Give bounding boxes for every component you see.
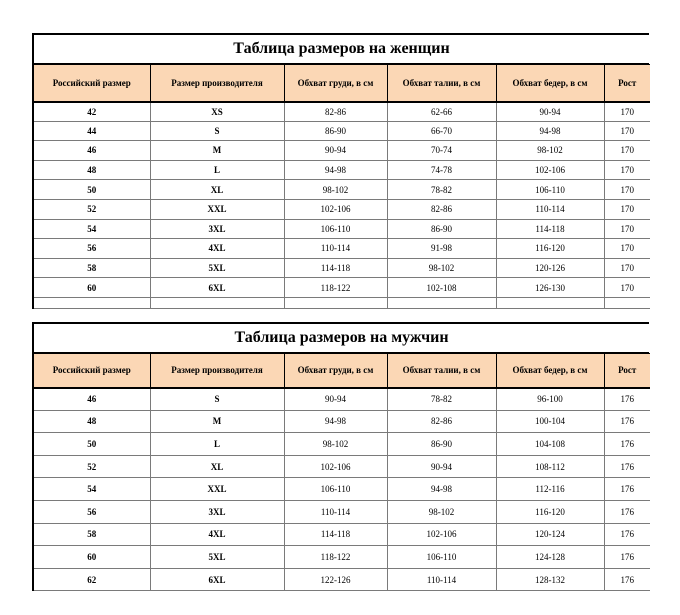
women-size-table [32,64,650,309]
russian-size-cell: 58 [33,523,150,546]
height-cell: 170 [604,160,650,180]
russian-size-cell: 52 [33,455,150,478]
manufacturer-size-cell: 6XL [150,568,284,591]
manufacturer-size-cell: 3XL [150,219,284,239]
manufacturer-size-cell: 4XL [150,523,284,546]
height-cell: 170 [604,239,650,259]
table-row [33,478,650,501]
empty-row [33,297,650,308]
manufacturer-size-cell: 5XL [150,258,284,278]
empty-cell [33,297,150,308]
hips-cell: 94-98 [496,121,604,141]
waist-cell: 86-90 [387,433,496,456]
hips-cell: 120-124 [496,523,604,546]
height-cell: 170 [604,278,650,298]
hips-cell: 96-100 [496,388,604,411]
chest-cell: 90-94 [284,388,387,411]
height-cell: 176 [604,410,650,433]
hips-cell: 110-114 [496,199,604,219]
manufacturer-size-cell: XXL [150,478,284,501]
hips-cell: 128-132 [496,568,604,591]
russian-size-cell: 46 [33,388,150,411]
height-cell: 176 [604,523,650,546]
women-size-table-container [32,33,649,309]
chest-cell: 94-98 [284,160,387,180]
table-row [33,199,650,219]
table-row [33,523,650,546]
manufacturer-size-cell: XL [150,180,284,200]
height-cell: 170 [604,180,650,200]
russian-size-cell: 56 [33,239,150,259]
chest-cell: 122-126 [284,568,387,591]
chest-cell: 90-94 [284,141,387,161]
waist-cell: 98-102 [387,258,496,278]
chest-cell: 106-110 [284,219,387,239]
chest-cell: 94-98 [284,410,387,433]
col-header-waist: Обхват талии, в см [387,354,496,388]
men-table-title: Таблица размеров на мужчин [32,322,649,353]
hips-cell: 106-110 [496,180,604,200]
table-row [33,546,650,569]
empty-cell [150,297,284,308]
height-cell: 170 [604,199,650,219]
col-header-waist: Обхват талии, в см [387,65,496,102]
col-header-russian-size: Российский размер [33,354,150,388]
height-cell: 170 [604,121,650,141]
men-header-row [33,354,650,388]
manufacturer-size-cell: XXL [150,199,284,219]
manufacturer-size-cell: S [150,388,284,411]
height-cell: 176 [604,568,650,591]
hips-cell: 126-130 [496,278,604,298]
waist-cell: 106-110 [387,546,496,569]
height-cell: 170 [604,258,650,278]
waist-cell: 102-106 [387,523,496,546]
height-cell: 176 [604,455,650,478]
russian-size-cell: 50 [33,180,150,200]
col-header-manufacturer-size: Размер производителя [150,65,284,102]
table-row [33,160,650,180]
waist-cell: 74-78 [387,160,496,180]
height-cell: 176 [604,500,650,523]
men-size-table-container [32,322,649,591]
hips-cell: 108-112 [496,455,604,478]
hips-cell: 124-128 [496,546,604,569]
waist-cell: 90-94 [387,455,496,478]
manufacturer-size-cell: L [150,160,284,180]
height-cell: 170 [604,141,650,161]
manufacturer-size-cell: 5XL [150,546,284,569]
waist-cell: 102-108 [387,278,496,298]
empty-cell [387,297,496,308]
waist-cell: 86-90 [387,219,496,239]
russian-size-cell: 58 [33,258,150,278]
chest-cell: 110-114 [284,500,387,523]
table-row [33,141,650,161]
chest-cell: 106-110 [284,478,387,501]
chest-cell: 110-114 [284,239,387,259]
chest-cell: 86-90 [284,121,387,141]
height-cell: 170 [604,102,650,122]
empty-cell [496,297,604,308]
table-row [33,455,650,478]
manufacturer-size-cell: M [150,141,284,161]
col-header-manufacturer-size: Размер производителя [150,354,284,388]
col-header-hips: Обхват бедер, в см [496,65,604,102]
hips-cell: 112-116 [496,478,604,501]
height-cell: 176 [604,433,650,456]
waist-cell: 98-102 [387,500,496,523]
table-row [33,258,650,278]
hips-cell: 90-94 [496,102,604,122]
waist-cell: 62-66 [387,102,496,122]
hips-cell: 116-120 [496,239,604,259]
manufacturer-size-cell: 3XL [150,500,284,523]
empty-cell [604,297,650,308]
height-cell: 176 [604,478,650,501]
waist-cell: 82-86 [387,199,496,219]
col-header-russian-size: Российский размер [33,65,150,102]
russian-size-cell: 44 [33,121,150,141]
russian-size-cell: 48 [33,160,150,180]
table-row [33,388,650,411]
russian-size-cell: 52 [33,199,150,219]
empty-cell [284,297,387,308]
hips-cell: 102-106 [496,160,604,180]
hips-cell: 114-118 [496,219,604,239]
manufacturer-size-cell: S [150,121,284,141]
waist-cell: 78-82 [387,180,496,200]
women-header-row [33,65,650,102]
col-header-chest: Обхват груди, в см [284,354,387,388]
waist-cell: 82-86 [387,410,496,433]
waist-cell: 78-82 [387,388,496,411]
table-row [33,568,650,591]
table-row [33,410,650,433]
russian-size-cell: 60 [33,546,150,569]
height-cell: 176 [604,546,650,569]
hips-cell: 98-102 [496,141,604,161]
chest-cell: 114-118 [284,523,387,546]
waist-cell: 91-98 [387,239,496,259]
manufacturer-size-cell: M [150,410,284,433]
manufacturer-size-cell: XS [150,102,284,122]
hips-cell: 104-108 [496,433,604,456]
manufacturer-size-cell: 4XL [150,239,284,259]
chest-cell: 98-102 [284,180,387,200]
table-row [33,239,650,259]
russian-size-cell: 48 [33,410,150,433]
russian-size-cell: 54 [33,478,150,501]
waist-cell: 70-74 [387,141,496,161]
chest-cell: 98-102 [284,433,387,456]
russian-size-cell: 54 [33,219,150,239]
women-table-title: Таблица размеров на женщин [32,33,649,64]
hips-cell: 100-104 [496,410,604,433]
col-header-height: Рост [604,65,650,102]
table-row [33,180,650,200]
russian-size-cell: 62 [33,568,150,591]
height-cell: 170 [604,219,650,239]
table-row [33,278,650,298]
table-row [33,500,650,523]
manufacturer-size-cell: XL [150,455,284,478]
waist-cell: 94-98 [387,478,496,501]
hips-cell: 116-120 [496,500,604,523]
table-row [33,121,650,141]
table-row [33,102,650,122]
russian-size-cell: 50 [33,433,150,456]
waist-cell: 66-70 [387,121,496,141]
chest-cell: 102-106 [284,455,387,478]
russian-size-cell: 56 [33,500,150,523]
chest-cell: 118-122 [284,278,387,298]
manufacturer-size-cell: 6XL [150,278,284,298]
chest-cell: 118-122 [284,546,387,569]
manufacturer-size-cell: L [150,433,284,456]
russian-size-cell: 42 [33,102,150,122]
table-row [33,219,650,239]
col-header-chest: Обхват груди, в см [284,65,387,102]
chest-cell: 114-118 [284,258,387,278]
col-header-height: Рост [604,354,650,388]
russian-size-cell: 60 [33,278,150,298]
chest-cell: 82-86 [284,102,387,122]
russian-size-cell: 46 [33,141,150,161]
chest-cell: 102-106 [284,199,387,219]
col-header-hips: Обхват бедер, в см [496,354,604,388]
height-cell: 176 [604,388,650,411]
men-size-table [32,353,650,591]
table-row [33,433,650,456]
waist-cell: 110-114 [387,568,496,591]
hips-cell: 120-126 [496,258,604,278]
